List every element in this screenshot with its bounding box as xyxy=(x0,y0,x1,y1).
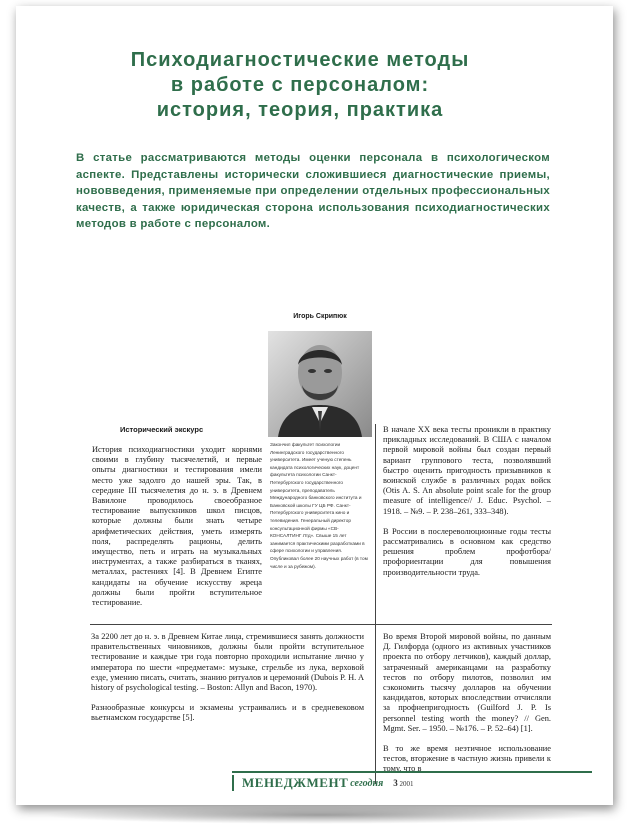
left-column xyxy=(92,445,262,618)
issue-number: 3 xyxy=(393,778,398,788)
right-column xyxy=(383,425,551,588)
page-footer xyxy=(232,771,592,793)
author-name: Игорь Скрипюк xyxy=(293,313,347,320)
issue-info xyxy=(393,778,413,788)
paragraph: В начале XX века тесты проникли в практику прикладных исследований. В США с началом первой мировой войны был создан первый вариант группового теста, позволявший быстро оценить пригодность призывников к воинской службе в различных родах войск (Otis A. S. An absolute point scale for the group measure of intelligence// J. Educ. Psychol. – 1918. – №9. – P. 238–261, 333–348). xyxy=(383,425,551,516)
paragraph: В России в послереволюционные годы тесты рассматривались в основном как средство решения проблем профотбора/профориентации для повышения производительности труда. xyxy=(383,526,551,577)
paragraph: Разнообразные конкурсы и экзамены устраивались и в средневековом вьетнамском государстве [5]. xyxy=(91,703,364,723)
paragraph: История психодиагностики уходит корнями своими в глубину тысячелетий, и первые опыты диагностики и тестирования имели место уже задолго до нашей эры. Так, в середине III тысячелетия до н. э. в Древнем Вавилоне проводилось своеобразное тестирование выпускников школ писцов, которые должны были знать четыре арифметических действия, уметь измерять поля, распределять рационы, делить имущество, петь и играть на музыкальных инструментах, а также разбираться в тканях, металлах, растениях [4]. В Древнем Египте кандидаты на обучение искусству жреца должны были пройти вступительное тестирование. xyxy=(92,445,262,608)
bottom-left-column xyxy=(91,632,364,734)
article-abstract: В статье рассматриваются методы оценки персонала в психологическом аспекте. Представлены исторически сложившиеся диагностические приемы, нововведения, применяемые при определении отдельных профессиональных качеств, а также юридическая сторона использования психодиагностических методов в работе с персоналом. xyxy=(76,152,550,230)
footer-bar xyxy=(232,775,234,791)
author-photo xyxy=(268,331,372,437)
horizontal-divider xyxy=(90,624,552,625)
column-divider xyxy=(375,424,376,784)
issue-year: 2001 xyxy=(399,780,414,788)
page-shadow xyxy=(40,806,600,824)
paragraph: Во время Второй мировой войны, по данным Д. Гилфорда (одного из активных участников проекта по отбору летчиков), каждый доллар, затраченный американцами на разработку тестов по отбору пилотов, позволил им сэкономить тысячу долларов на обучении кандидатов, которых впоследствии отчисляли за профнепригодность (Guilford J. P. Is personnel testing worth the money? // Gen. Mgmt. Ser. – 1950. – №176. – P. 52–64) [1]. xyxy=(383,632,551,733)
portrait-image xyxy=(268,331,372,437)
author-bio: Закончил факультет психологии Ленинградского государственного университета. Имеет ученую степень кандидата психологических наук, доцент факультета психологии Санкт-Петербургского государственного университета, преподаватель Международного банковского института и Банковской школы ГУ ЦБ РФ. Санкт-Петербургского университета кино и телевидения. Генеральный директор консультационной фирмы «СВ-КОНСАЛТИНГ Лтд». Свыше 15 лет занимается практическими разработками в сфере психологии и управления. Опубликовал более 20 научных работ (в том числе и за рубежом). xyxy=(270,442,368,569)
magazine-brand-suffix: сегодня xyxy=(350,777,384,789)
section-heading: Исторический экскурс xyxy=(120,425,204,434)
paragraph: В то же время неэтичное использование тестов, вторжение в частную жизнь привели к тому, что в xyxy=(383,744,551,774)
paragraph: За 2200 лет до н. э. в Древнем Китае лица, стремившиеся занять должности правительственных чиновников, должны были пройти вступительное тестирование и каждые три года повторно проходили испытание лично у императора по шести «предметам»: музыке, стрельбе из лука, верховой езде, умению писать, считать, знанию ритуалов и церемоний (Dubois P. H. A history of psychological testing. – Boston: Allyn and Bacon, 1970). xyxy=(91,632,364,693)
article-title: Психодиагностические методы в работе с персоналом: история, теория, практика xyxy=(130,49,470,121)
magazine-brand: МЕНЕДЖМЕНТ xyxy=(242,775,349,790)
bottom-right-column xyxy=(383,632,551,785)
